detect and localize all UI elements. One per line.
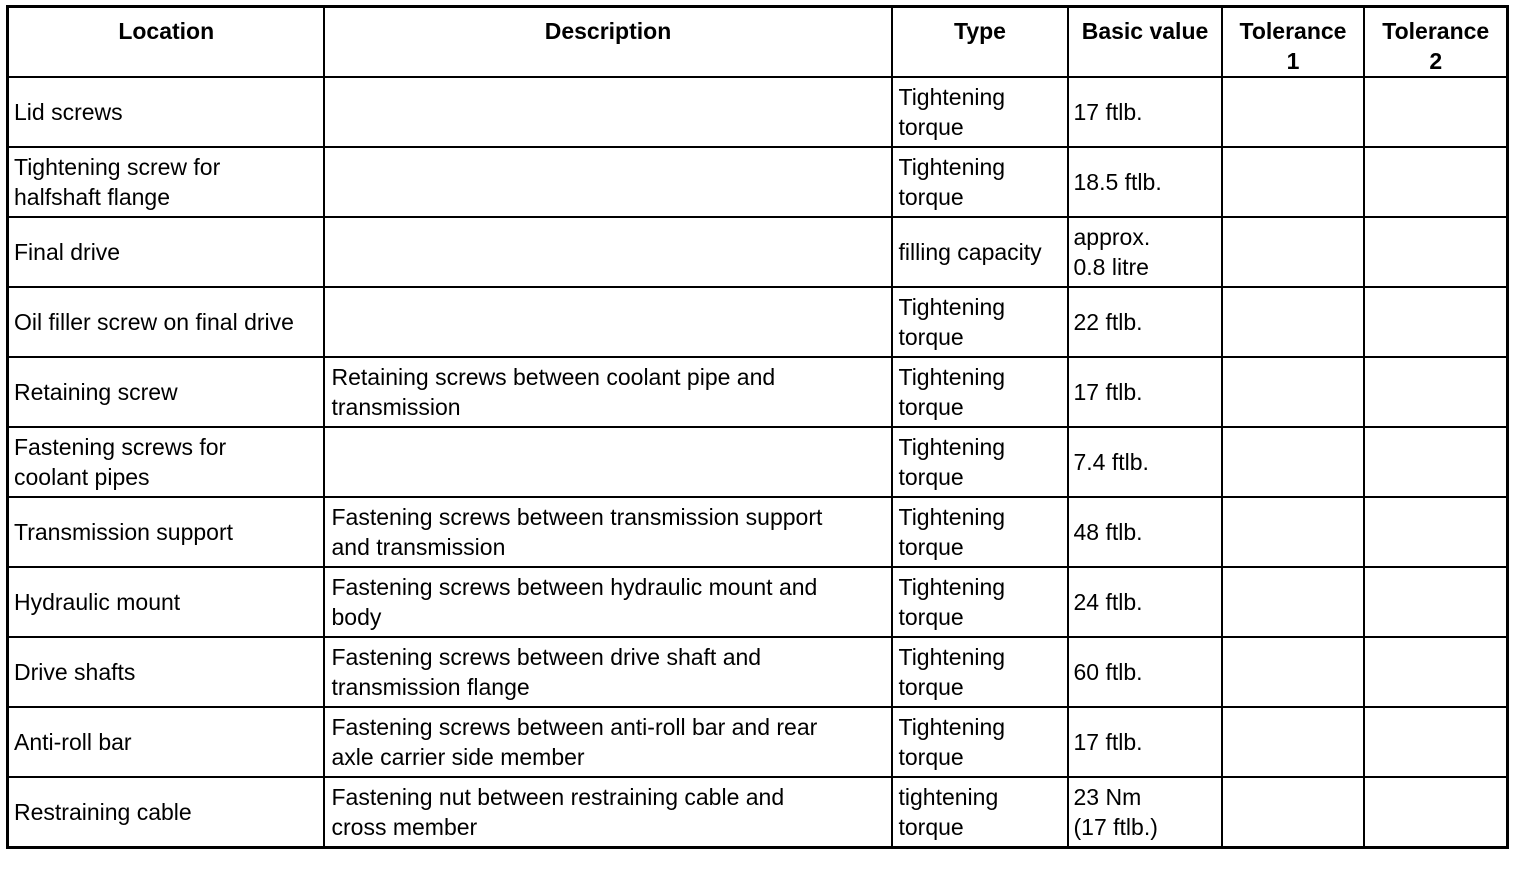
cell-tolerance-1 — [1222, 777, 1364, 847]
cell-location: Transmission support — [8, 497, 324, 567]
cell-description: Fastening screws between transmission support and transmission — [324, 497, 892, 567]
table-row — [8, 357, 1508, 427]
cell-tolerance-1 — [1222, 287, 1364, 357]
cell-basic-value: 17 ftlb. — [1068, 357, 1222, 427]
cell-basic-value: 22 ftlb. — [1068, 287, 1222, 357]
cell-description: Fastening screws between hydraulic mount and body — [324, 567, 892, 637]
cell-tolerance-1 — [1222, 427, 1364, 497]
cell-type: Tightening torque — [892, 427, 1068, 497]
cell-description: Retaining screws between coolant pipe and transmission — [324, 357, 892, 427]
cell-tolerance-1 — [1222, 217, 1364, 287]
cell-location: Tightening screw for halfshaft flange — [8, 147, 324, 217]
cell-tolerance-2 — [1364, 287, 1508, 357]
cell-description: Fastening screws between anti-roll bar and rear axle carrier side member — [324, 707, 892, 777]
cell-tolerance-1 — [1222, 77, 1364, 147]
table-row — [8, 567, 1508, 637]
header-tolerance-2: Tolerance 2 — [1364, 7, 1508, 78]
table-row — [8, 217, 1508, 287]
cell-type: Tightening torque — [892, 707, 1068, 777]
cell-tolerance-1 — [1222, 357, 1364, 427]
cell-type: Tightening torque — [892, 567, 1068, 637]
header-type: Type — [892, 7, 1068, 78]
header-description: Description — [324, 7, 892, 78]
table-row — [8, 77, 1508, 147]
table-row — [8, 427, 1508, 497]
cell-basic-value: 17 ftlb. — [1068, 707, 1222, 777]
cell-location: Drive shafts — [8, 637, 324, 707]
header-tolerance-1: Tolerance 1 — [1222, 7, 1364, 78]
spec-table — [6, 5, 1509, 849]
header-basic-value: Basic value — [1068, 7, 1222, 78]
cell-tolerance-1 — [1222, 707, 1364, 777]
cell-basic-value: 17 ftlb. — [1068, 77, 1222, 147]
cell-tolerance-2 — [1364, 777, 1508, 847]
cell-basic-value: 48 ftlb. — [1068, 497, 1222, 567]
cell-tolerance-1 — [1222, 497, 1364, 567]
cell-description — [324, 427, 892, 497]
cell-location: Restraining cable — [8, 777, 324, 847]
cell-description: Fastening screws between drive shaft and transmission flange — [324, 637, 892, 707]
cell-type: Tightening torque — [892, 147, 1068, 217]
cell-location: Oil filler screw on final drive — [8, 287, 324, 357]
table-row — [8, 777, 1508, 847]
cell-description — [324, 77, 892, 147]
cell-tolerance-2 — [1364, 427, 1508, 497]
cell-tolerance-2 — [1364, 147, 1508, 217]
cell-type: Tightening torque — [892, 77, 1068, 147]
table-row — [8, 707, 1508, 777]
cell-description — [324, 147, 892, 217]
cell-type: Tightening torque — [892, 637, 1068, 707]
cell-type: Tightening torque — [892, 357, 1068, 427]
cell-type: Tightening torque — [892, 497, 1068, 567]
cell-basic-value: 24 ftlb. — [1068, 567, 1222, 637]
cell-type: Tightening torque — [892, 287, 1068, 357]
header-row — [8, 7, 1508, 78]
cell-tolerance-2 — [1364, 357, 1508, 427]
cell-description: Fastening nut between restraining cable and cross member — [324, 777, 892, 847]
table-row — [8, 287, 1508, 357]
cell-basic-value: 60 ftlb. — [1068, 637, 1222, 707]
cell-location: Fastening screws for coolant pipes — [8, 427, 324, 497]
cell-tolerance-1 — [1222, 567, 1364, 637]
table-row — [8, 147, 1508, 217]
cell-tolerance-2 — [1364, 497, 1508, 567]
table-row — [8, 497, 1508, 567]
cell-type: tightening torque — [892, 777, 1068, 847]
table-row — [8, 637, 1508, 707]
cell-tolerance-1 — [1222, 147, 1364, 217]
cell-type: filling capacity — [892, 217, 1068, 287]
cell-location: Anti-roll bar — [8, 707, 324, 777]
cell-location: Hydraulic mount — [8, 567, 324, 637]
cell-tolerance-2 — [1364, 567, 1508, 637]
cell-tolerance-2 — [1364, 637, 1508, 707]
header-location: Location — [8, 7, 324, 78]
cell-tolerance-2 — [1364, 217, 1508, 287]
cell-location: Final drive — [8, 217, 324, 287]
cell-tolerance-2 — [1364, 707, 1508, 777]
cell-location: Lid screws — [8, 77, 324, 147]
cell-basic-value: 7.4 ftlb. — [1068, 427, 1222, 497]
cell-description — [324, 287, 892, 357]
cell-location: Retaining screw — [8, 357, 324, 427]
cell-tolerance-1 — [1222, 637, 1364, 707]
cell-description — [324, 217, 892, 287]
cell-basic-value: 23 Nm (17 ftlb.) — [1068, 777, 1222, 847]
cell-tolerance-2 — [1364, 77, 1508, 147]
cell-basic-value: 18.5 ftlb. — [1068, 147, 1222, 217]
cell-basic-value: approx. 0.8 litre — [1068, 217, 1222, 287]
